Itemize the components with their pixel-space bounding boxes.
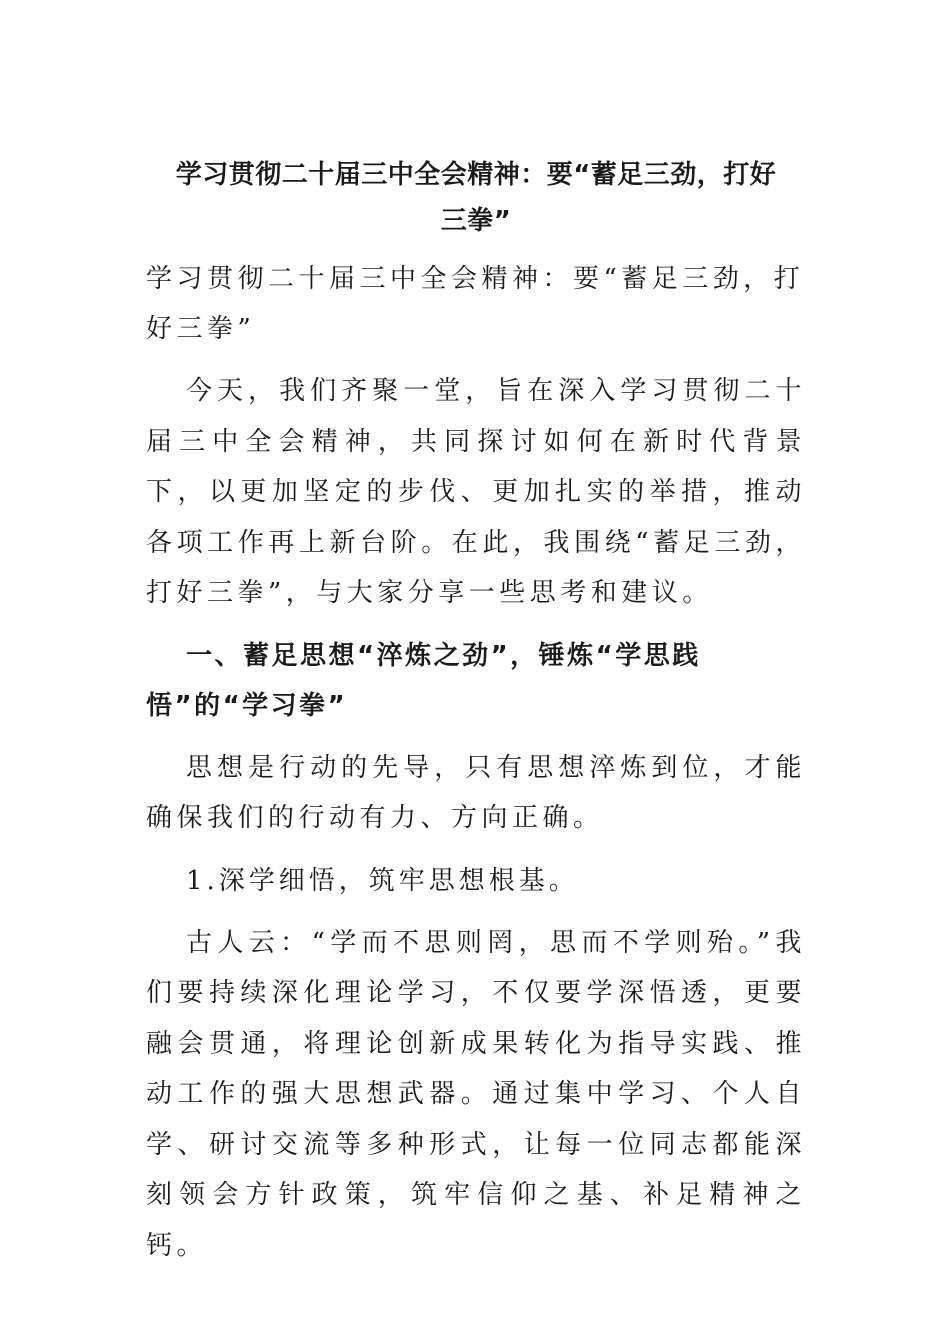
document-title: 学习贯彻二十届三中全会精神：要“蓄足三劲，打好三拳” (175, 160, 777, 236)
section-1-lead-paragraph: 思想是行动的先导，只有思想淬炼到位，才能确保我们的行动有力、方向正确。 (146, 752, 806, 833)
document-subtitle: 学习贯彻二十届三中全会精神：要“蓄足三劲，打好三拳” (146, 264, 805, 344)
item-1-body-paragraph: 古人云：“学而不思则罔，思而不学则殆。”我们要持续深化理论学习，不仅要学深悟透，更要融会贯通，将理论创新成果转化为指导实践、推动工作的强大思想武器。通过集中学习、个人自学、研讨交流等多种形式，让每一位同志都能深刻领会方针政策，筑牢信仰之基、补足精神之钙。 (146, 927, 806, 1261)
section-1-heading: 一、蓄足思想“淬炼之劲”，锤炼“学思践悟”的“学习拳” (146, 640, 701, 721)
item-1-title: 1.深学细悟，筑牢思想根基。 (186, 865, 579, 896)
document-page (146, 152, 806, 1271)
intro-paragraph: 今天，我们齐聚一堂，旨在深入学习贯彻二十届三中全会精神，共同探讨如何在新时代背景下，以更加坚定的步伐、更加扎实的举措，推动各项工作再上新台阶。在此，我围绕“蓄足三劲，打好三拳”，与大家分享一些思考和建议。 (146, 376, 806, 608)
